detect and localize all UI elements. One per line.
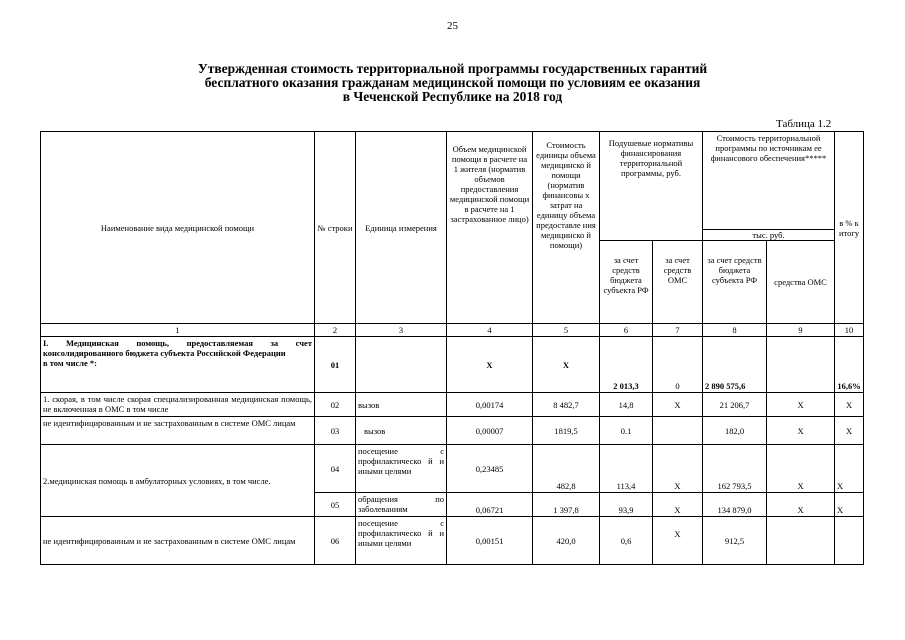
table-label: Таблица 1.2 [776, 118, 832, 130]
row-name: не идентифицированным и не застрахованным в системе ОМС лицам [41, 517, 315, 565]
header-volume: Объем медицинской помощи в расчете на 1 жителя (норматив объемов предоставления медицинской помощи в расчете на 1 застрахованное лицо) [447, 132, 533, 324]
column-number-row [41, 324, 864, 337]
row-per-capita-budget: 0,6 [600, 517, 653, 565]
row-unit: вызов [356, 417, 447, 445]
row-unit-cost: 1 397,8 [533, 493, 600, 517]
page-number: 25 [447, 20, 458, 32]
row-cost-oms: X [767, 417, 835, 445]
column-number: 8 [703, 324, 767, 337]
header-per-capita-oms: за счет средств ОМС [653, 241, 703, 324]
row-unit: обращения по заболеваниям [356, 493, 447, 517]
row-percent: X [835, 417, 864, 445]
row-volume: X [447, 337, 533, 393]
row-name-suffix: в том числе *: [43, 358, 97, 368]
row-name: 1. скорая, в том числе скорая специализированная медицинская помощь, не включенная в ОМС в том числе [41, 393, 315, 417]
column-number: 9 [767, 324, 835, 337]
row-cost-budget: 2 890 575,6 [703, 337, 767, 393]
row-volume: 0,23485 [447, 445, 533, 493]
row-name: I. Медицинская помощь, предоставляемая за счет консолидированного бюджета субъекта Российской Федерации [43, 338, 312, 358]
header-unit-cost: Стоимость единицы объема медицинско й помощи (норматив финансовы х затрат на единицу объема предоставле ния медицинско й помощи) [533, 132, 600, 324]
table-row-06 [41, 517, 864, 565]
row-cost-budget: 182,0 [703, 417, 767, 445]
row-per-capita-budget: 2 013,3 [600, 337, 653, 393]
column-number: 7 [653, 324, 703, 337]
row-percent [835, 517, 864, 565]
row-number: 04 [315, 445, 356, 493]
title-line-3: в Чеченской Республике на 2018 год [342, 89, 563, 104]
row-unit-cost: X [533, 337, 600, 393]
row-per-capita-oms: X [653, 445, 703, 493]
header-per-capita: Подушевые нормативы финансирования территориальной программы, руб. [600, 132, 703, 241]
row-percent: 16,6% [835, 337, 864, 393]
row-per-capita-budget: 0.1 [600, 417, 653, 445]
row-cost-budget: 134 879,0 [703, 493, 767, 517]
header-unit: Единица измерения [356, 132, 447, 324]
row-unit: посещение с профилактическо й и иными целями [356, 445, 447, 493]
row-cost-oms: X [767, 493, 835, 517]
row-per-capita-budget: 113,4 [600, 445, 653, 493]
row-unit: вызов [356, 393, 447, 417]
row-name: не идентифицированным и не застрахованным в системе ОМС лицам [41, 417, 315, 445]
row-unit-cost: 1819,5 [533, 417, 600, 445]
table-row-02 [41, 393, 864, 417]
table-row-01 [41, 337, 864, 393]
row-volume: 0,00174 [447, 393, 533, 417]
row-number: 05 [315, 493, 356, 517]
row-number: 06 [315, 517, 356, 565]
column-number: 1 [41, 324, 315, 337]
column-number: 10 [835, 324, 864, 337]
row-cost-budget: 21 206,7 [703, 393, 767, 417]
header-cost-by-source: Стоимость территориальной программы по источникам ее финансового обеспечения***** [703, 132, 835, 230]
header-row-1 [41, 132, 864, 230]
header-cost-oms: средства ОМС [767, 241, 835, 324]
row-name: 2.медицинская помощь в амбулаторных условиях, в том числе. [41, 445, 315, 517]
title-line-1: Утвержденная стоимость территориальной программы государственных гарантий [197, 61, 708, 76]
title-line-2: бесплатного оказания гражданам медицинской помощи по условиям ее оказания [204, 75, 701, 90]
row-number: 01 [315, 337, 356, 393]
row-unit-cost: 482,8 [533, 445, 600, 493]
row-unit-cost: 420,0 [533, 517, 600, 565]
cost-table [40, 131, 864, 565]
header-per-capita-budget: за счет средств бюджета субъекта РФ [600, 241, 653, 324]
row-per-capita-oms: X [653, 493, 703, 517]
column-number: 2 [315, 324, 356, 337]
header-row-number: № строки [315, 132, 356, 324]
row-per-capita-budget: 93,9 [600, 493, 653, 517]
row-cost-oms [767, 337, 835, 393]
header-name: Наименование вида медицинской помощи [41, 132, 315, 324]
row-per-capita-oms: X [653, 517, 703, 565]
row-cost-oms: X [767, 393, 835, 417]
header-cost-budget: за счет средств бюджета субъекта РФ [703, 241, 767, 324]
row-per-capita-oms: 0 [653, 337, 703, 393]
row-name-cell [41, 337, 315, 393]
column-number: 6 [600, 324, 653, 337]
row-volume: 0,06721 [447, 493, 533, 517]
row-percent: X [835, 393, 864, 417]
row-number: 03 [315, 417, 356, 445]
row-cost-budget: 162 793,5 [703, 445, 767, 493]
row-per-capita-oms [653, 417, 703, 445]
row-cost-budget: 912,5 [703, 517, 767, 565]
row-per-capita-budget: 14,8 [600, 393, 653, 417]
header-thousand-rub: тыс. руб. [703, 230, 835, 241]
table-row-03 [41, 417, 864, 445]
row-unit [356, 337, 447, 393]
row-per-capita-oms: X [653, 393, 703, 417]
row-cost-oms [767, 517, 835, 565]
header-percent-total: в % к итогу [835, 132, 864, 324]
column-number: 3 [356, 324, 447, 337]
row-percent: X [835, 445, 864, 493]
row-volume: 0,00007 [447, 417, 533, 445]
row-number: 02 [315, 393, 356, 417]
column-number: 5 [533, 324, 600, 337]
row-unit-cost: 8 482,7 [533, 393, 600, 417]
column-number: 4 [447, 324, 533, 337]
row-unit: посещение с профилактическо й и иными целями [356, 517, 447, 565]
row-volume: 0,00151 [447, 517, 533, 565]
table-row-04 [41, 445, 864, 493]
row-percent: X [835, 493, 864, 517]
row-cost-oms: X [767, 445, 835, 493]
document-title [90, 62, 815, 104]
